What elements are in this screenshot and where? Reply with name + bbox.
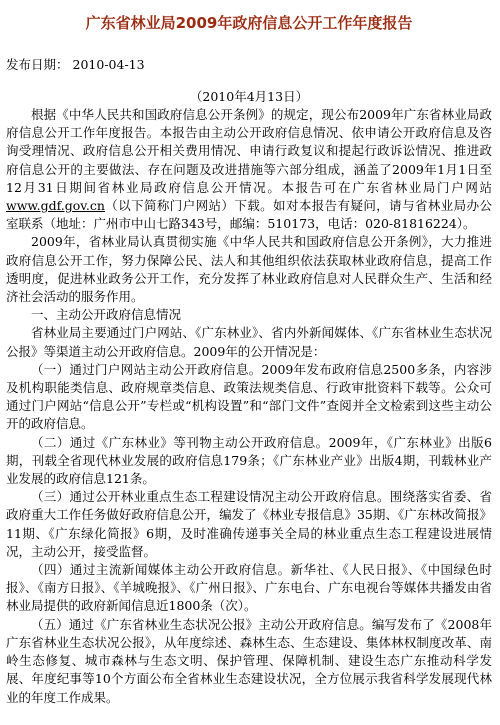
channels-paragraph: 省林业局主要通过门户网站、《广东林业》、省内外新闻媒体、《广东省林业生态状况公报》等渠道主动公开政府信息。2009年的公开情况是： [6,325,492,359]
item-bulletin-paragraph: （五）通过《广东省林业生态状况公报》主动公开政府信息。编写发布了《2008年广东省林业生态状况公报》，从年度综述、森林生态、生态建设、集体林权制度改革、南岭生态修复、城市森林与生态文明、保护管理、保障机制、建设生态广东推动科学发展、年度纪事等10个方面公布全省林业生态建设状况，全方位展示我省科学发展现代林业的年度工作成果。 [6,616,492,705]
intro-text-after-link: （以下简称门户网站）下载。如对本报告有疑问，请与省林业局办公室联系（地址：广州市中山七路343号，邮编：510173，电话：020-81816224）。 [6,198,492,232]
portal-website-link[interactable]: www.gdf.gov.cn [6,198,105,214]
item-journal-paragraph: （二）通过《广东林业》等刊物主动公开政府信息。2009年，《广东林业》出版6期，刊载全省现代林业发展的政府信息179条；《广东林业产业》出版4期，刊载林业产业发展的政府信息121条。 [6,434,492,487]
item-projects-paragraph: （三）通过公开林业重点生态工程建设情况主动公开政府信息。围绕落实省委、省政府重大工作任务做好政府信息公开，编发了《林业专报信息》35期、《广东林改简报》11期、《广东绿化简报》6期，及时准确传递事关全局的林业重点生态工程建设进展情况，主动公开，接受监督。 [6,489,492,559]
publish-date-value: 2010-04-13 [72,57,145,72]
section-heading-1: 一、主动公开政府信息情况 [31,307,182,323]
intro-paragraph [6,106,492,233]
report-body [6,106,492,707]
item-website-paragraph: （一）通过门户网站主动公开政府信息。2009年发布政府信息2500多条，内容涉及机构职能类信息、政府规章类信息、政策法规类信息、行政审批资料下载等。公众可通过门户网站“信息公开”专栏或“机构设置”和“部门文件”查阅并全文检索到这些主动公开的政府信息。 [6,361,492,432]
intro-text-before-link: 根据《中华人民共和国政府信息公开条例》的规定，现公布2009年广东省林业局政府信息公开工作年度报告。本报告由主动公开政府信息情况、依申请公开政府信息及咨询受理情况、政府信息公开相关费用情况、申请行政复议和提起行政诉讼情况、推进政府信息公开的主要做法、存在问题及改进措施等六部分组成，涵盖了2009年1月1日至12月31日期间省林业局政府信息公开情况。本报告可在广东省林业局门户网站 [6,107,492,195]
report-date: （2010年4月13日） [189,89,309,104]
publish-date-label: 发布日期： [6,57,69,72]
overview-paragraph: 2009年，省林业局认真贯彻实施《中华人民共和国政府信息公开条例》，大力推进政府信息公开工作，努力保障公民、法人和其他组织依法获取林业政府信息，提高工作透明度，促进林业政务公开工作，充分发挥了林业政府信息对人民群众生产、生活和经济社会活动的服务作用。 [6,234,492,305]
report-title: 广东省林业局2009年政府信息公开工作年度报告 [85,14,413,32]
publish-date-line [6,56,492,74]
item-media-paragraph: （四）通过主流新闻媒体主动公开政府信息。新华社、《人民日报》、《中国绿色时报》、《南方日报》、《羊城晚报》、《广州日报》、广东电台、广东电视台等媒体共播发由省林业局提供的政府新闻信息近1800条（次）。 [6,562,492,614]
